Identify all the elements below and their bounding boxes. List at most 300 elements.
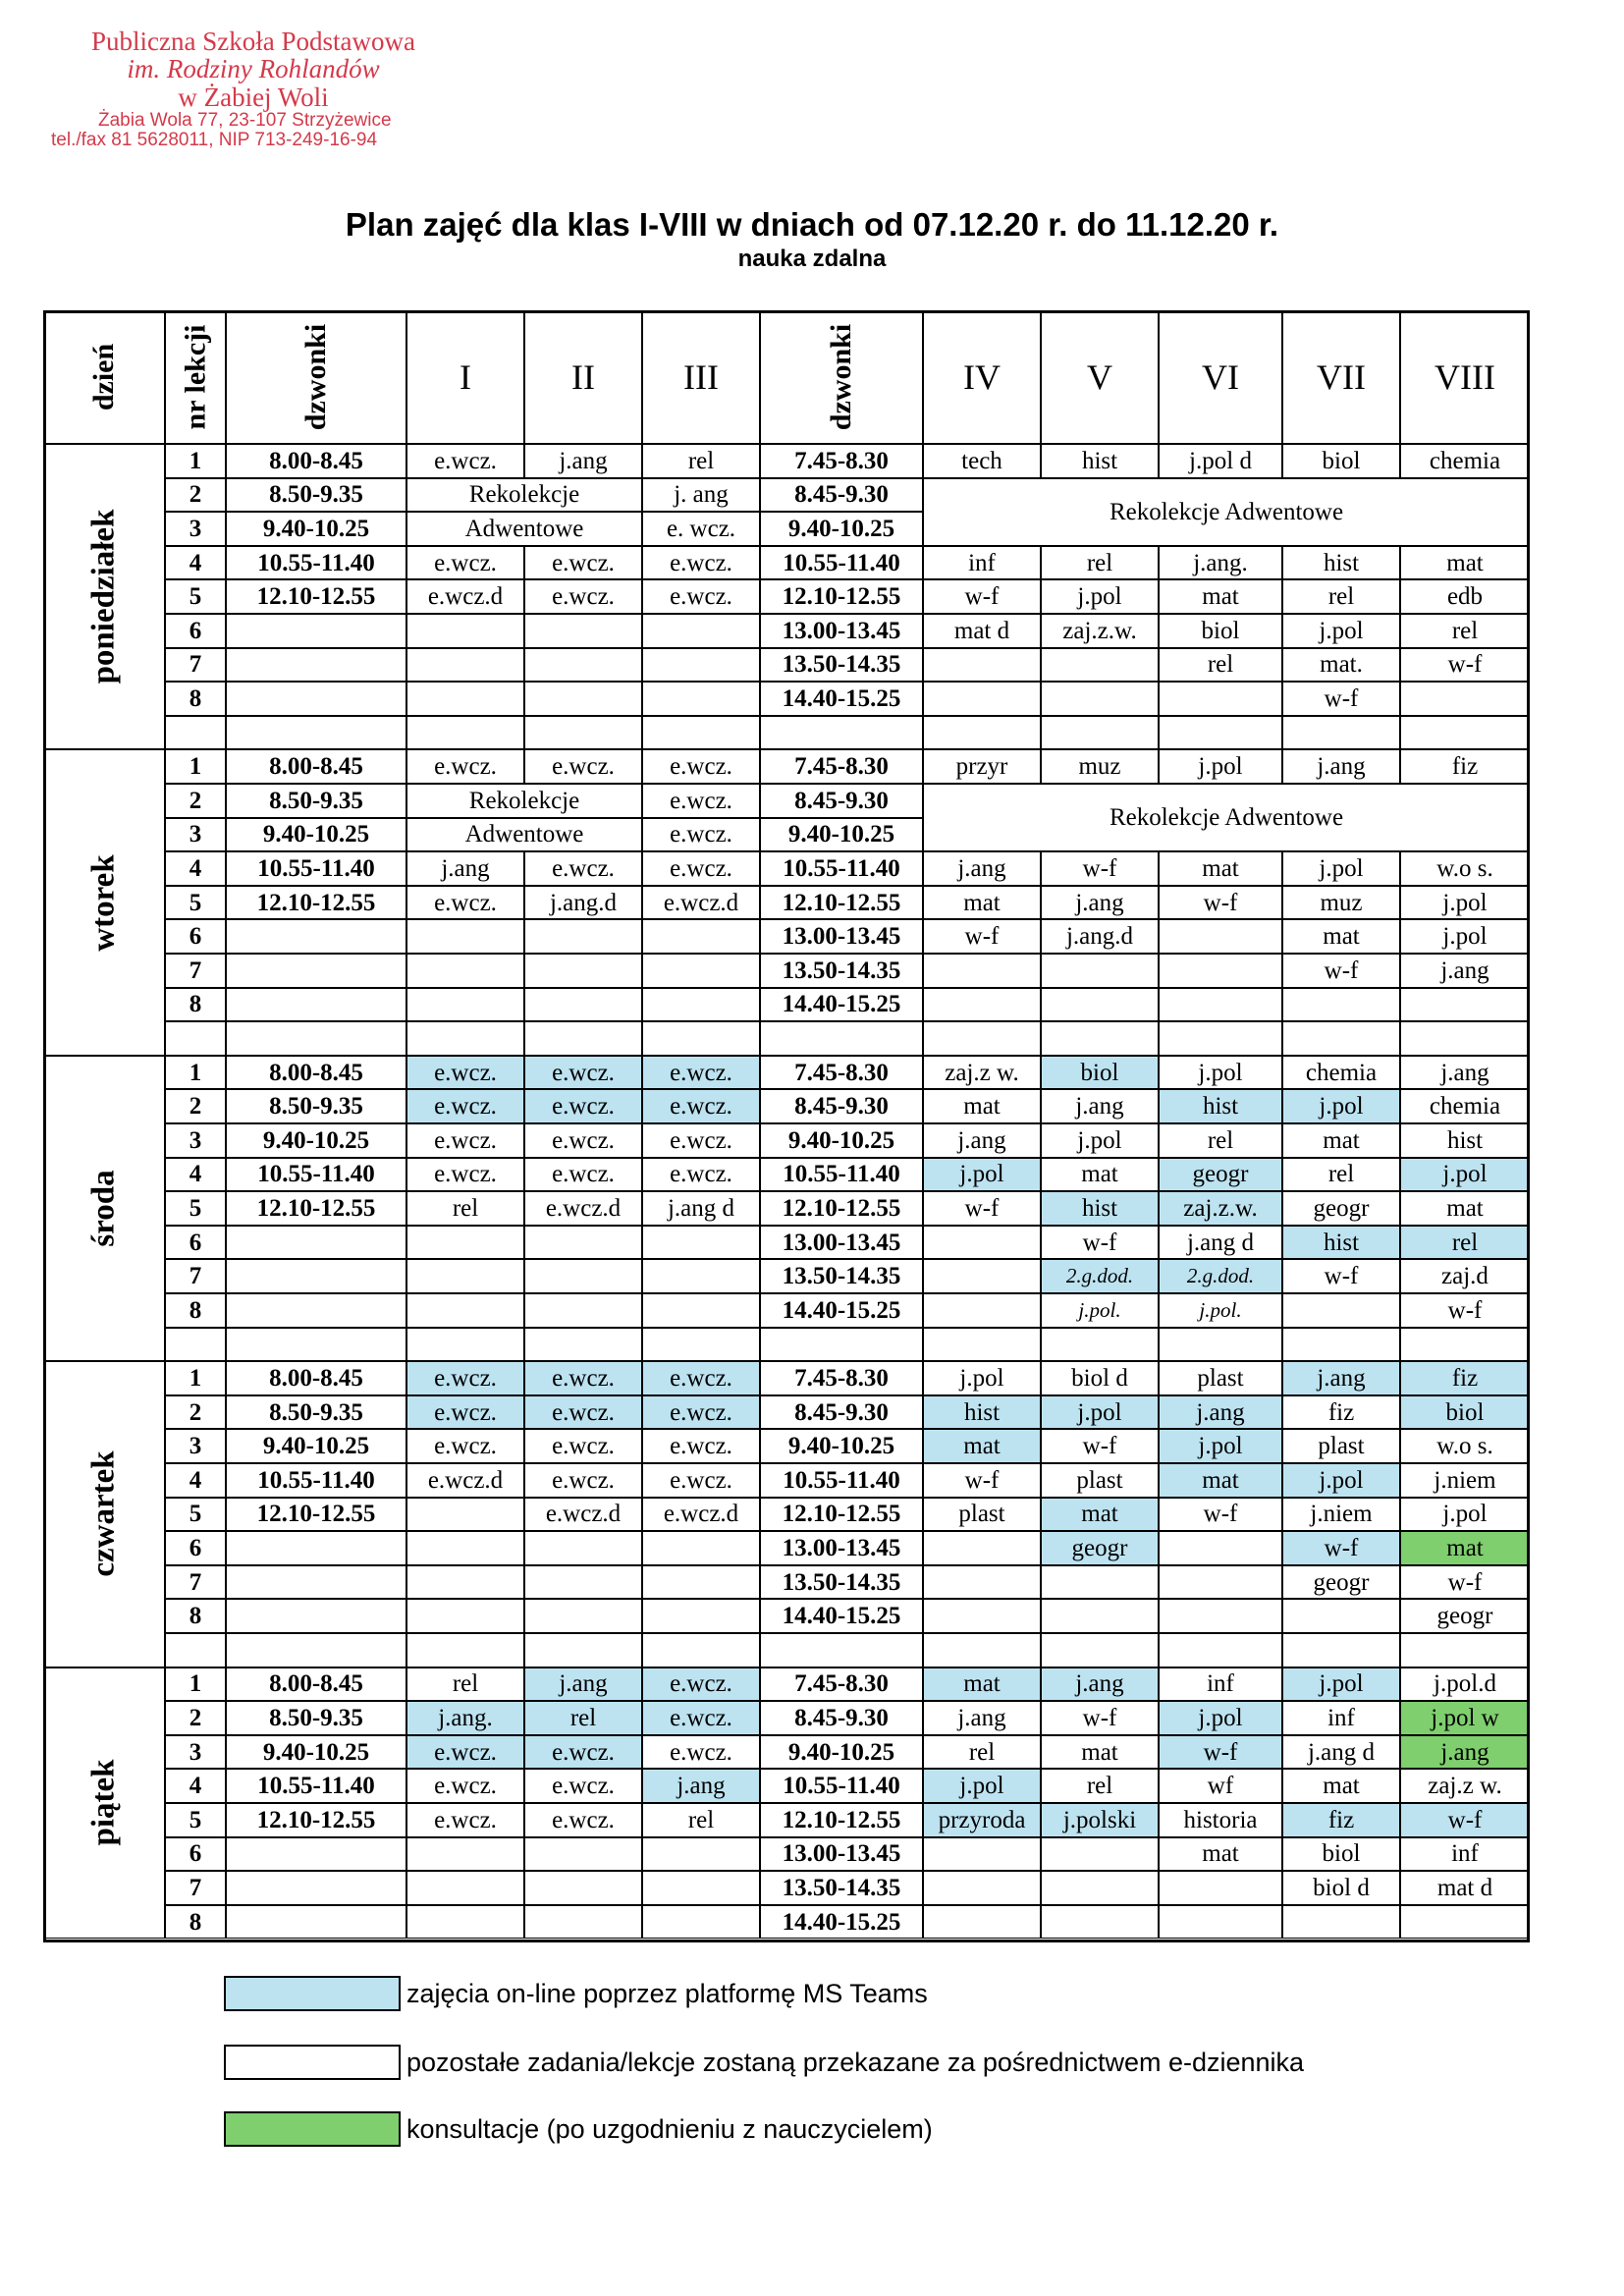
cell-t1 xyxy=(226,648,406,683)
cell-viii: mat d xyxy=(1400,1871,1530,1905)
cell-iv xyxy=(923,1328,1041,1362)
cell-i: e.wcz. xyxy=(406,1123,524,1158)
cell-t2: 7.45-8.30 xyxy=(760,1667,923,1702)
cell-ii xyxy=(524,1905,642,1940)
cell-t1 xyxy=(226,1259,406,1293)
cell-v: plast xyxy=(1041,1463,1159,1498)
cell-iii: e.wcz. xyxy=(642,784,760,818)
cell-i: rel xyxy=(406,1667,524,1702)
stamp-line-5: tel./fax 81 5628011, NIP 713-249-16-94 xyxy=(51,129,378,150)
cell-vii: chemia xyxy=(1282,1056,1400,1090)
cell-viii: j.pol xyxy=(1400,886,1530,920)
cell-t2: 13.50-14.35 xyxy=(760,1565,923,1600)
cell-iii xyxy=(642,1599,760,1633)
header-class-I: I xyxy=(406,310,524,444)
cell-viii: geogr xyxy=(1400,1599,1530,1633)
cell-v xyxy=(1041,1599,1159,1633)
cell-iv xyxy=(923,716,1041,750)
cell-iv: w-f xyxy=(923,919,1041,954)
cell-i xyxy=(406,1871,524,1905)
cell-nr: 6 xyxy=(165,919,226,954)
cell-v: biol xyxy=(1041,1056,1159,1090)
cell-t1 xyxy=(226,988,406,1022)
cell-ii xyxy=(524,1328,642,1362)
cell-viii: rel xyxy=(1400,614,1530,648)
cell-ii: e.wcz. xyxy=(524,1158,642,1192)
header-day xyxy=(43,310,165,444)
cell-ii: e.wcz. xyxy=(524,579,642,614)
cell-iv: zaj.z w. xyxy=(923,1056,1041,1090)
cell-vii: mat xyxy=(1282,919,1400,954)
cell-vii xyxy=(1282,1599,1400,1633)
cell-nr: 1 xyxy=(165,1361,226,1395)
stamp-line-2: im. Rodziny Rohlandów xyxy=(127,54,380,84)
cell-t1: 12.10-12.55 xyxy=(226,579,406,614)
day-0-text: poniedziałek xyxy=(85,509,122,684)
retreat-junior-line: Rekolekcje xyxy=(406,784,642,818)
cell-v xyxy=(1041,1565,1159,1600)
cell-nr: 3 xyxy=(165,1735,226,1770)
cell-ii: e.wcz. xyxy=(524,749,642,784)
day-0 xyxy=(43,444,165,749)
header-bells-senior xyxy=(760,310,923,444)
cell-t2: 9.40-10.25 xyxy=(760,818,923,852)
legend-swatch-ediary xyxy=(224,2045,401,2080)
cell-t1: 9.40-10.25 xyxy=(226,818,406,852)
cell-vi: j.pol xyxy=(1159,749,1282,784)
cell-vii: j.pol xyxy=(1282,614,1400,648)
cell-nr: 1 xyxy=(165,749,226,784)
header-class-V: V xyxy=(1041,310,1159,444)
cell-ii xyxy=(524,1531,642,1565)
cell-t2 xyxy=(760,1633,923,1667)
cell-ii xyxy=(524,1021,642,1056)
cell-iv: mat xyxy=(923,1429,1041,1463)
cell-vi: j.pol d xyxy=(1159,444,1282,478)
cell-vi xyxy=(1159,1871,1282,1905)
cell-t2: 10.55-11.40 xyxy=(760,546,923,580)
cell-viii: mat xyxy=(1400,1191,1530,1226)
cell-viii: w.o s. xyxy=(1400,1429,1530,1463)
cell-i: e.wcz. xyxy=(406,546,524,580)
cell-iv: j.pol xyxy=(923,1769,1041,1803)
cell-t2: 10.55-11.40 xyxy=(760,1158,923,1192)
cell-nr: 5 xyxy=(165,1498,226,1532)
cell-iv xyxy=(923,1599,1041,1633)
cell-vi xyxy=(1159,682,1282,716)
cell-iii xyxy=(642,648,760,683)
cell-viii xyxy=(1400,1905,1530,1940)
cell-vi xyxy=(1159,1633,1282,1667)
cell-t2: 10.55-11.40 xyxy=(760,851,923,886)
retreat-senior: Rekolekcje Adwentowe xyxy=(923,478,1530,546)
cell-ii: j.ang xyxy=(524,444,642,478)
cell-nr xyxy=(165,1328,226,1362)
cell-i xyxy=(406,988,524,1022)
cell-iv: tech xyxy=(923,444,1041,478)
cell-t1: 10.55-11.40 xyxy=(226,1463,406,1498)
cell-iv: przyr xyxy=(923,749,1041,784)
cell-ii: e.wcz.d xyxy=(524,1498,642,1532)
cell-vi: j.pol xyxy=(1159,1056,1282,1090)
cell-v xyxy=(1041,988,1159,1022)
cell-vi: j.ang. xyxy=(1159,546,1282,580)
cell-vi: j.ang d xyxy=(1159,1226,1282,1260)
cell-v: j.pol xyxy=(1041,579,1159,614)
cell-nr: 1 xyxy=(165,444,226,478)
stamp-line-1: Publiczna Szkoła Podstawowa xyxy=(91,27,415,56)
cell-nr xyxy=(165,716,226,750)
cell-t2: 7.45-8.30 xyxy=(760,444,923,478)
cell-vi xyxy=(1159,1328,1282,1362)
cell-t2 xyxy=(760,1021,923,1056)
cell-ii: e.wcz. xyxy=(524,1803,642,1837)
cell-viii: j.ang xyxy=(1400,1056,1530,1090)
cell-viii: edb xyxy=(1400,579,1530,614)
cell-nr: 6 xyxy=(165,1837,226,1872)
cell-nr: 2 xyxy=(165,478,226,513)
cell-t1: 8.50-9.35 xyxy=(226,784,406,818)
cell-iii xyxy=(642,1905,760,1940)
cell-iii xyxy=(642,1021,760,1056)
cell-iv: w-f xyxy=(923,1191,1041,1226)
cell-t2: 13.50-14.35 xyxy=(760,1259,923,1293)
cell-i: e.wcz. xyxy=(406,1803,524,1837)
cell-nr: 8 xyxy=(165,1599,226,1633)
cell-t1 xyxy=(226,682,406,716)
cell-vii: fiz xyxy=(1282,1803,1400,1837)
cell-i xyxy=(406,1905,524,1940)
cell-ii xyxy=(524,716,642,750)
cell-v: mat xyxy=(1041,1735,1159,1770)
cell-ii xyxy=(524,1599,642,1633)
cell-i xyxy=(406,1226,524,1260)
cell-vi: historia xyxy=(1159,1803,1282,1837)
cell-i: e.wcz.d xyxy=(406,579,524,614)
cell-i xyxy=(406,648,524,683)
cell-t2: 9.40-10.25 xyxy=(760,1735,923,1770)
cell-t2: 7.45-8.30 xyxy=(760,1361,923,1395)
cell-viii: w-f xyxy=(1400,1803,1530,1837)
cell-t2: 13.00-13.45 xyxy=(760,1837,923,1872)
cell-ii xyxy=(524,1293,642,1328)
cell-i: e.wcz. xyxy=(406,1089,524,1123)
cell-iii xyxy=(642,716,760,750)
cell-t2: 13.50-14.35 xyxy=(760,648,923,683)
cell-t1 xyxy=(226,716,406,750)
cell-t2: 13.50-14.35 xyxy=(760,1871,923,1905)
header-bells-junior xyxy=(226,310,406,444)
cell-vi xyxy=(1159,954,1282,988)
page-subtitle: nauka zdalna xyxy=(737,246,887,272)
cell-vii: rel xyxy=(1282,579,1400,614)
cell-v: j.pol xyxy=(1041,1123,1159,1158)
cell-viii: w-f xyxy=(1400,1565,1530,1600)
cell-vii xyxy=(1282,1021,1400,1056)
cell-t1: 8.00-8.45 xyxy=(226,1361,406,1395)
cell-t2: 7.45-8.30 xyxy=(760,1056,923,1090)
legend-label-ediary: pozostałe zadania/lekcje zostaną przekazane za pośrednictwem e-dziennika xyxy=(406,2047,1305,2077)
header-class-II: II xyxy=(524,310,642,444)
cell-iv: j.pol xyxy=(923,1361,1041,1395)
cell-iii xyxy=(642,1328,760,1362)
cell-t1 xyxy=(226,1226,406,1260)
cell-iv: hist xyxy=(923,1395,1041,1430)
cell-v xyxy=(1041,1633,1159,1667)
cell-iii: j. ang xyxy=(642,478,760,513)
cell-iv xyxy=(923,1293,1041,1328)
cell-nr: 8 xyxy=(165,1905,226,1940)
cell-t1: 9.40-10.25 xyxy=(226,512,406,546)
cell-t2: 12.10-12.55 xyxy=(760,1803,923,1837)
legend-swatch-online xyxy=(224,1976,401,2011)
day-4-text: piątek xyxy=(85,1759,122,1846)
cell-iii xyxy=(642,919,760,954)
cell-nr: 4 xyxy=(165,1769,226,1803)
cell-viii: hist xyxy=(1400,1123,1530,1158)
cell-v: 2.g.dod. xyxy=(1041,1259,1159,1293)
cell-vi: j.pol xyxy=(1159,1429,1282,1463)
cell-vii: j.ang xyxy=(1282,1361,1400,1395)
cell-iv: mat d xyxy=(923,614,1041,648)
cell-t1 xyxy=(226,919,406,954)
cell-ii xyxy=(524,682,642,716)
cell-iii: e.wcz. xyxy=(642,818,760,852)
cell-nr: 7 xyxy=(165,954,226,988)
cell-ii xyxy=(524,988,642,1022)
cell-nr: 4 xyxy=(165,851,226,886)
cell-iii: e.wcz. xyxy=(642,1123,760,1158)
cell-vii: mat xyxy=(1282,1769,1400,1803)
cell-vii xyxy=(1282,1293,1400,1328)
cell-t1 xyxy=(226,614,406,648)
cell-v: w-f xyxy=(1041,1429,1159,1463)
cell-v: w-f xyxy=(1041,1226,1159,1260)
header-day-text: dzień xyxy=(87,343,120,411)
cell-i xyxy=(406,1565,524,1600)
cell-v: j.pol. xyxy=(1041,1293,1159,1328)
cell-iv xyxy=(923,1905,1041,1940)
cell-t1: 8.00-8.45 xyxy=(226,749,406,784)
cell-viii xyxy=(1400,716,1530,750)
cell-t1: 8.50-9.35 xyxy=(226,478,406,513)
cell-t2: 12.10-12.55 xyxy=(760,579,923,614)
cell-iv xyxy=(923,954,1041,988)
cell-t2: 13.50-14.35 xyxy=(760,954,923,988)
cell-vii: muz xyxy=(1282,886,1400,920)
cell-t2: 8.45-9.30 xyxy=(760,1089,923,1123)
cell-nr: 1 xyxy=(165,1667,226,1702)
cell-vi xyxy=(1159,1565,1282,1600)
cell-viii: zaj.d xyxy=(1400,1259,1530,1293)
cell-iii xyxy=(642,1293,760,1328)
cell-vii: geogr xyxy=(1282,1191,1400,1226)
cell-nr: 2 xyxy=(165,1701,226,1735)
header-class-III: III xyxy=(642,310,760,444)
cell-t2: 9.40-10.25 xyxy=(760,512,923,546)
cell-iii: e.wcz. xyxy=(642,1395,760,1430)
cell-iii: e.wcz. xyxy=(642,1667,760,1702)
cell-iii: e.wcz. xyxy=(642,1463,760,1498)
cell-iii: e.wcz. xyxy=(642,1089,760,1123)
cell-v xyxy=(1041,1837,1159,1872)
cell-t1: 9.40-10.25 xyxy=(226,1429,406,1463)
cell-ii xyxy=(524,919,642,954)
cell-vi xyxy=(1159,1599,1282,1633)
header-lesson-no xyxy=(165,310,226,444)
cell-i xyxy=(406,682,524,716)
cell-v: muz xyxy=(1041,749,1159,784)
cell-iv xyxy=(923,1531,1041,1565)
cell-v: j.ang xyxy=(1041,1089,1159,1123)
cell-vii: j.pol xyxy=(1282,1667,1400,1702)
cell-vi xyxy=(1159,1905,1282,1940)
cell-vii: w-f xyxy=(1282,1531,1400,1565)
cell-t2 xyxy=(760,1328,923,1362)
cell-viii: w.o s. xyxy=(1400,851,1530,886)
legend-label-online: zajęcia on-line poprzez platformę MS Teams xyxy=(406,1978,928,2008)
cell-i: e.wcz. xyxy=(406,886,524,920)
cell-vi: plast xyxy=(1159,1361,1282,1395)
cell-iv xyxy=(923,1565,1041,1600)
cell-vii xyxy=(1282,1328,1400,1362)
cell-t2: 8.45-9.30 xyxy=(760,1395,923,1430)
cell-nr xyxy=(165,1633,226,1667)
retreat-junior-line: Adwentowe xyxy=(406,818,642,852)
cell-i xyxy=(406,1021,524,1056)
cell-t1: 8.00-8.45 xyxy=(226,1056,406,1090)
cell-vii: inf xyxy=(1282,1701,1400,1735)
cell-v: rel xyxy=(1041,1769,1159,1803)
cell-iii xyxy=(642,1837,760,1872)
cell-i: e.wcz. xyxy=(406,1361,524,1395)
cell-v: j.pol xyxy=(1041,1395,1159,1430)
cell-i: e.wcz. xyxy=(406,444,524,478)
header-bells-junior-text: dzwonki xyxy=(299,323,332,431)
cell-vii xyxy=(1282,1633,1400,1667)
cell-iv xyxy=(923,648,1041,683)
cell-viii: chemia xyxy=(1400,444,1530,478)
cell-t1 xyxy=(226,954,406,988)
cell-vii: w-f xyxy=(1282,1259,1400,1293)
cell-i xyxy=(406,1259,524,1293)
cell-ii: e.wcz. xyxy=(524,1735,642,1770)
cell-nr: 8 xyxy=(165,988,226,1022)
cell-iv: w-f xyxy=(923,579,1041,614)
cell-i: e.wcz. xyxy=(406,1735,524,1770)
cell-iii: e.wcz. xyxy=(642,1361,760,1395)
cell-viii: rel xyxy=(1400,1226,1530,1260)
cell-iv xyxy=(923,1226,1041,1260)
cell-viii xyxy=(1400,682,1530,716)
stamp-line-3: w Żabiej Woli xyxy=(178,82,329,112)
cell-v: mat xyxy=(1041,1498,1159,1532)
cell-v xyxy=(1041,716,1159,750)
cell-vii: w-f xyxy=(1282,682,1400,716)
cell-vi: wf xyxy=(1159,1769,1282,1803)
day-3 xyxy=(43,1361,165,1667)
cell-iv: inf xyxy=(923,546,1041,580)
header-class-VII: VII xyxy=(1282,310,1400,444)
cell-i: e.wcz. xyxy=(406,1056,524,1090)
cell-ii xyxy=(524,1226,642,1260)
cell-iii xyxy=(642,1226,760,1260)
cell-i: e.wcz. xyxy=(406,1769,524,1803)
legend-item-ediary xyxy=(224,2045,1304,2080)
cell-ii xyxy=(524,954,642,988)
cell-iii: e.wcz. xyxy=(642,1056,760,1090)
cell-viii xyxy=(1400,1328,1530,1362)
cell-v xyxy=(1041,1905,1159,1940)
cell-viii xyxy=(1400,988,1530,1022)
cell-t1 xyxy=(226,1328,406,1362)
cell-t2: 10.55-11.40 xyxy=(760,1463,923,1498)
cell-ii xyxy=(524,1871,642,1905)
cell-viii: j.ang xyxy=(1400,1735,1530,1770)
cell-v: w-f xyxy=(1041,851,1159,886)
cell-viii: w-f xyxy=(1400,648,1530,683)
cell-nr: 3 xyxy=(165,818,226,852)
cell-v: geogr xyxy=(1041,1531,1159,1565)
cell-ii: e.wcz. xyxy=(524,1123,642,1158)
cell-i xyxy=(406,1633,524,1667)
cell-iv: plast xyxy=(923,1498,1041,1532)
cell-v: j.ang.d xyxy=(1041,919,1159,954)
cell-iii xyxy=(642,988,760,1022)
cell-i xyxy=(406,716,524,750)
cell-nr: 5 xyxy=(165,579,226,614)
cell-i: j.ang. xyxy=(406,1701,524,1735)
cell-i xyxy=(406,614,524,648)
cell-iv xyxy=(923,988,1041,1022)
header-class-IV: IV xyxy=(923,310,1041,444)
cell-viii: fiz xyxy=(1400,1361,1530,1395)
cell-vi: 2.g.dod. xyxy=(1159,1259,1282,1293)
cell-vii: hist xyxy=(1282,546,1400,580)
cell-vii: j.pol xyxy=(1282,1089,1400,1123)
cell-t2: 14.40-15.25 xyxy=(760,1293,923,1328)
cell-i xyxy=(406,1837,524,1872)
cell-i xyxy=(406,1293,524,1328)
cell-viii: j.pol xyxy=(1400,919,1530,954)
cell-v xyxy=(1041,1328,1159,1362)
cell-vi: geogr xyxy=(1159,1158,1282,1192)
cell-vii xyxy=(1282,988,1400,1022)
page-title: Plan zajęć dla klas I-VIII w dniach od 07.12.20 r. do 11.12.20 r. xyxy=(345,206,1279,243)
cell-vi: rel xyxy=(1159,1123,1282,1158)
cell-iii xyxy=(642,1259,760,1293)
cell-t2: 10.55-11.40 xyxy=(760,1769,923,1803)
cell-vi xyxy=(1159,1531,1282,1565)
day-2-text: środa xyxy=(85,1170,122,1247)
cell-vi: mat xyxy=(1159,579,1282,614)
cell-i: rel xyxy=(406,1191,524,1226)
cell-ii xyxy=(524,614,642,648)
cell-vii: w-f xyxy=(1282,954,1400,988)
cell-ii: e.wcz. xyxy=(524,1361,642,1395)
cell-vi: mat xyxy=(1159,851,1282,886)
cell-iv: rel xyxy=(923,1735,1041,1770)
cell-vi: w-f xyxy=(1159,1735,1282,1770)
cell-viii: fiz xyxy=(1400,749,1530,784)
cell-t2: 7.45-8.30 xyxy=(760,749,923,784)
cell-vii: hist xyxy=(1282,1226,1400,1260)
cell-iv xyxy=(923,1259,1041,1293)
cell-viii: inf xyxy=(1400,1837,1530,1872)
cell-viii: j.niem xyxy=(1400,1463,1530,1498)
cell-t1 xyxy=(226,1599,406,1633)
cell-iv xyxy=(923,1633,1041,1667)
